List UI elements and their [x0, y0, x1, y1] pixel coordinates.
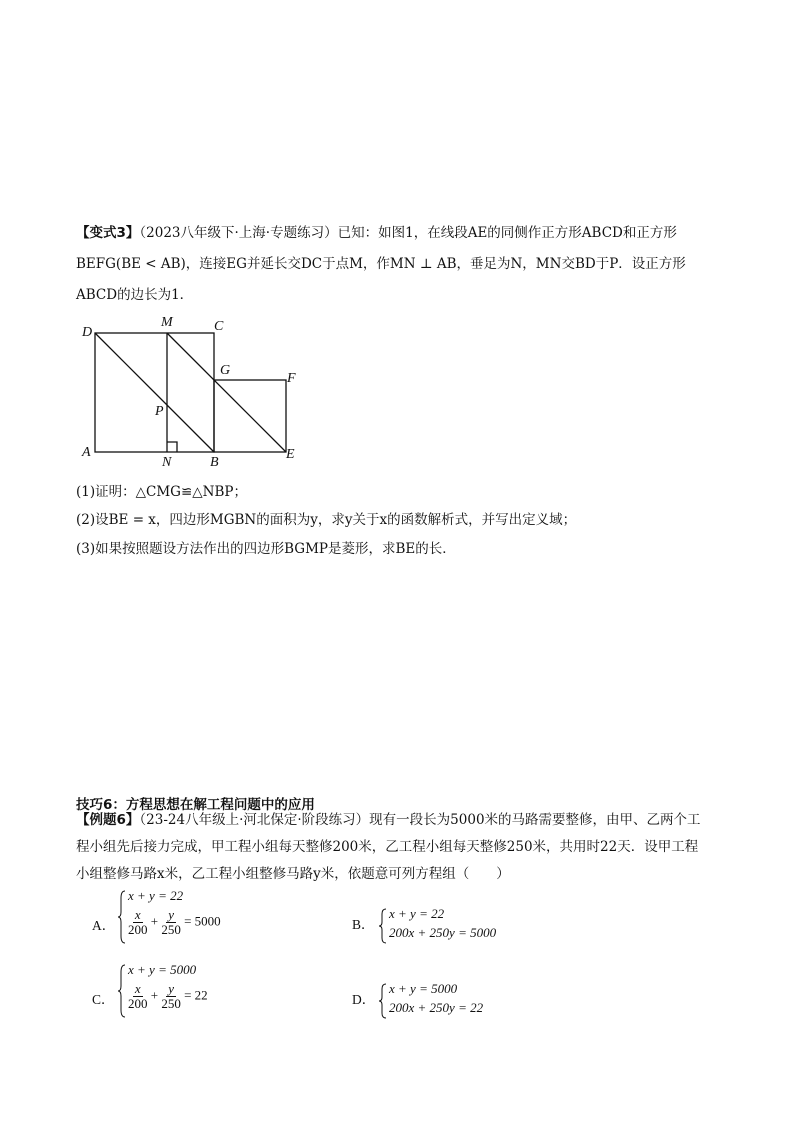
example6-text1: 现有一段长为5000米的马路需要整修，由甲、乙两个工 — [369, 812, 701, 828]
label-a: A — [82, 445, 91, 460]
label-f: F — [287, 371, 296, 386]
option-a-eq2: $\frac{x}{200}$ + $\frac{y}{250}$ = 5000 — [128, 907, 221, 937]
option-c-brace — [118, 964, 126, 1018]
option-a-system — [118, 888, 248, 946]
variant3-tag: 【变式3】 — [76, 225, 140, 241]
label-c: C — [214, 319, 224, 334]
option-d-label[interactable]: D． — [352, 992, 376, 1007]
option-b-brace — [379, 908, 387, 944]
right-angle-mark — [167, 442, 177, 452]
option-b-system — [379, 906, 509, 946]
tip6-title: 技巧6：方程思想在解工程问题中的应用 — [76, 797, 315, 813]
option-c-label[interactable]: C． — [92, 992, 115, 1007]
label-p: P — [155, 404, 164, 419]
option-b-label[interactable]: B． — [352, 917, 375, 932]
label-m: M — [161, 315, 173, 330]
question-3: (3)如果按照题设方法作出的四边形BGMP是菱形，求BE的长． — [76, 541, 456, 557]
label-d: D — [82, 325, 93, 340]
option-d-system — [379, 981, 509, 1021]
diagonal-bd — [95, 333, 214, 452]
example6-line3: 小组整修马路x米，乙工程小组整修马路y米，依题意可列方程组（ ） — [76, 866, 510, 882]
variant3-line2: BEFG(BE < AB)，连接EG并延长交DC于点M，作MN ⊥ AB，垂足为N，MN交BD于P．设正方形 — [76, 256, 686, 272]
variant3-source: （2023八年级下·上海·专题练习） — [139, 225, 338, 241]
option-a-brace — [118, 890, 126, 944]
example6-tag: 【例题6】 — [76, 812, 140, 828]
option-d-eq1: x + y = 5000 — [389, 981, 458, 996]
question-2: (2)设BE = x，四边形MGBN的面积为y，求y关于x的函数解析式，并写出定义域； — [76, 512, 577, 528]
option-c-frac1: $\frac{x}{200}$ — [128, 981, 148, 1011]
option-a-frac2: $\frac{y}{250}$ — [161, 907, 181, 937]
option-a-label[interactable]: A． — [92, 918, 116, 933]
segment-me — [167, 333, 286, 452]
option-c-eq2: $\frac{x}{200}$ + $\frac{y}{250}$ = 22 — [128, 981, 208, 1011]
example6-line2: 程小组先后接力完成，甲工程小组每天整修200米，乙工程小组每天整修250米，共用时22天．设甲工程 — [76, 839, 699, 855]
option-c-eq1: x + y = 5000 — [128, 962, 197, 977]
option-c-frac2: $\frac{y}{250}$ — [161, 981, 181, 1011]
label-e: E — [286, 447, 295, 462]
option-a-eq1: x + y = 22 — [128, 888, 184, 903]
option-d-brace — [379, 983, 387, 1019]
option-d-eq2: 200x + 250y = 22 — [389, 1000, 484, 1015]
example6-source: （23-24八年级上·河北保定·阶段练习） — [139, 812, 370, 828]
option-b-eq1: x + y = 22 — [389, 906, 445, 921]
variant3-text1: 已知：如图1，在线段AE的同侧作正方形ABCD和正方形 — [337, 225, 677, 241]
example6-line1 — [76, 808, 701, 828]
label-b: B — [210, 455, 219, 470]
variant3-line3: ABCD的边长为1． — [76, 287, 194, 303]
label-g: G — [220, 363, 231, 378]
question-1: (1)证明：△CMG≌△NBP； — [76, 484, 247, 500]
option-a-frac1: $\frac{x}{200}$ — [128, 907, 148, 937]
label-n: N — [162, 455, 172, 470]
option-b-eq2: 200x + 250y = 5000 — [389, 925, 497, 940]
option-c-system — [118, 962, 248, 1020]
